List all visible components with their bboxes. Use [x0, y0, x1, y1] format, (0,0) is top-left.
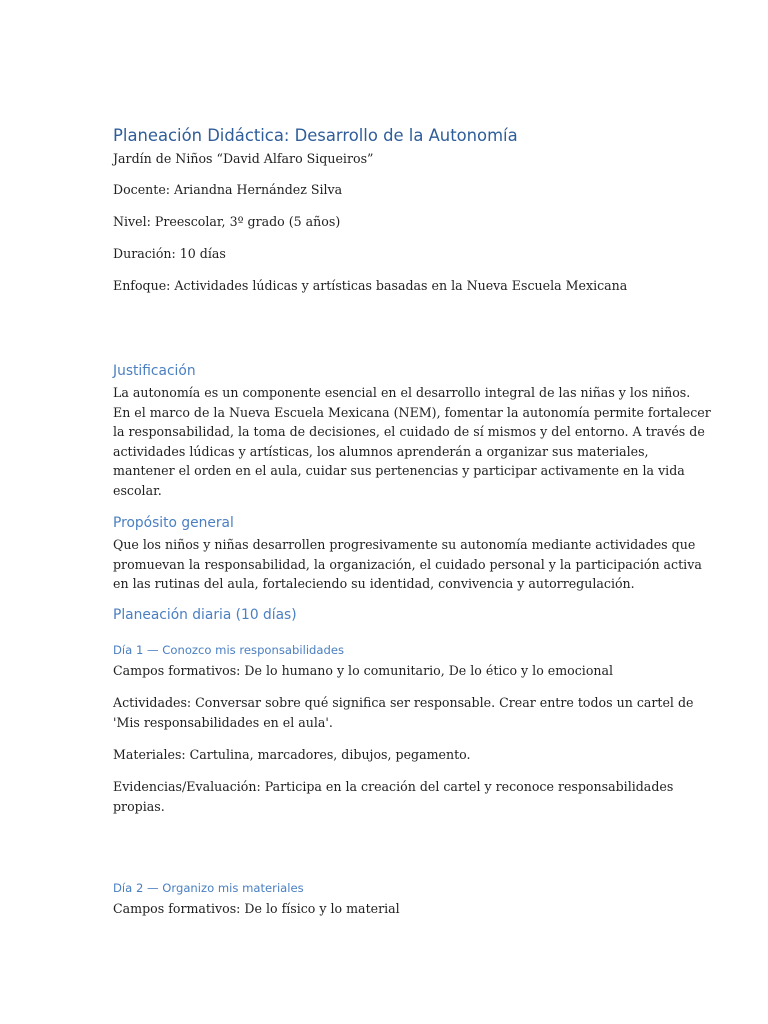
purpose-heading: Propósito general — [113, 515, 234, 531]
justification-heading: Justificación — [113, 363, 196, 379]
day1-materials: Materiales: Cartulina, marcadores, dibujos, pegamento. — [113, 747, 471, 762]
justification-line: mantener el orden en el aula, cuidar sus pertenencias y participar activamente en la vida — [113, 463, 685, 478]
day1-activities-line: 'Mis responsabilidades en el aula'. — [113, 714, 333, 730]
purpose-line: promuevan la responsabilidad, la organización, el cuidado personal y la participación activa — [113, 556, 702, 572]
day1-activities-line: Actividades: Conversar sobre qué significa ser responsable. Crear entre todos un cartel de — [113, 695, 694, 710]
day1-heading: Día 1 — Conozco mis responsabilidades — [113, 643, 345, 657]
level-info: Nivel: Preescolar, 3º grado (5 años) — [113, 214, 341, 229]
purpose-line: en las rutinas del aula, fortaleciendo su identidad, convivencia y autorregulación. — [113, 576, 635, 591]
document-title: Planeación Didáctica: Desarrollo de la Autonomía — [113, 126, 518, 145]
approach-info: Enfoque: Actividades lúdicas y artísticas basadas en la Nueva Escuela Mexicana — [113, 278, 628, 293]
justification-line: En el marco de la Nueva Escuela Mexicana (NEM), fomentar la autonomía permite fortalecer — [113, 404, 711, 420]
purpose-paragraph — [113, 535, 702, 594]
justification-paragraph — [113, 383, 711, 500]
justification-line: escolar. — [113, 482, 162, 498]
purpose-line: Que los niños y niñas desarrollen progresivamente su autonomía mediante actividades que — [113, 537, 696, 552]
justification-line: la responsabilidad, la toma de decisiones, el cuidado de sí mismos y del entorno. A través de — [113, 424, 705, 439]
day1-fields: Campos formativos: De lo humano y lo comunitario, De lo ético y lo emocional — [113, 663, 614, 678]
day2-heading: Día 2 — Organizo mis materiales — [113, 881, 304, 895]
justification-line: actividades lúdicas y artísticas, los alumnos aprenderán a organizar sus materiales, — [113, 443, 649, 459]
teacher-name: Docente: Ariandna Hernández Silva — [113, 182, 343, 197]
school-name: Jardín de Niños “David Alfaro Siqueiros” — [113, 151, 374, 166]
justification-line: La autonomía es un componente esencial en el desarrollo integral de las niñas y los niños. — [113, 385, 691, 400]
day1-evidence-line: Evidencias/Evaluación: Participa en la creación del cartel y reconoce responsabilidades — [113, 779, 674, 794]
daily-plan-heading: Planeación diaria (10 días) — [113, 607, 297, 623]
day1-evidence — [113, 777, 674, 816]
day2-fields: Campos formativos: De lo físico y lo material — [113, 901, 400, 916]
duration-info: Duración: 10 días — [113, 246, 226, 261]
day1-evidence-line: propias. — [113, 798, 165, 814]
day1-activities — [113, 693, 694, 732]
